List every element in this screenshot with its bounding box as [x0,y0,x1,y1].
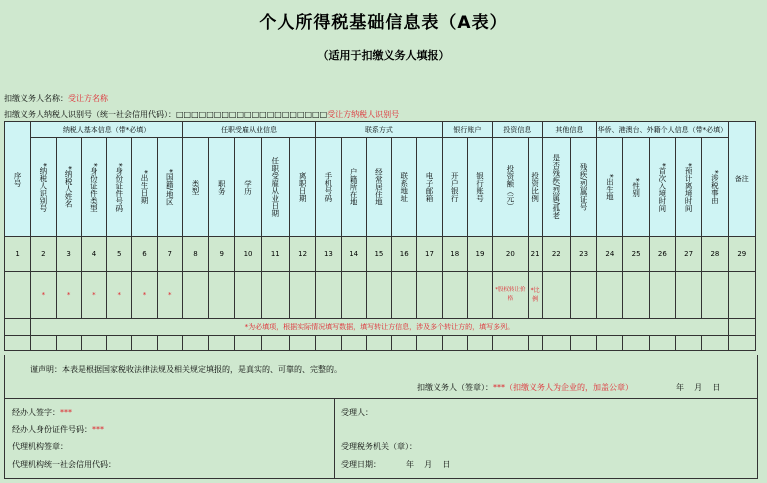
data-cell[interactable]: * [81,272,106,319]
col-header: *预计离境时间 [676,138,702,237]
col-number: 28 [702,237,728,272]
signature-divider [334,398,335,478]
acceptance-date-value[interactable]: 年 月 日 [406,460,451,469]
col-number: 15 [366,237,391,272]
data-cell[interactable]: * [132,272,157,319]
col-number: 25 [623,237,649,272]
withholder-name-value[interactable]: 受让方名称 [68,94,108,103]
col-header: *性别 [623,138,649,237]
withholder-seal-line [417,382,633,393]
data-cell[interactable] [493,336,528,351]
col-header: 开户银行 [442,138,467,237]
data-cell[interactable]: * [31,272,56,319]
info-table [4,121,756,351]
col-header: 投资比例 [528,138,542,237]
agent-id-label: 经办人身份证件号码： [12,425,92,434]
data-cell[interactable] [649,272,675,319]
group-other: 其他信息 [542,122,597,138]
col-header: 离职日期 [289,138,315,237]
investment-amount-cell[interactable]: *股权转让价格 [493,272,528,319]
data-cell[interactable] [392,272,417,319]
page-title: 个人所得税基础信息表（A表） [259,13,508,33]
acceptance-date-label: 受理日期： [341,460,381,469]
col-header: *身份证件号码 [107,138,132,237]
withholder-id-label: 扣缴义务人纳税人识别号（统一社会信用代码）： [4,110,176,119]
agency-code-label: 代理机构统一社会信用代码： [12,460,116,469]
col-number: 2 [31,237,56,272]
fill-note: *为必填项，根据实际情况填写数据，填写转让方信息，涉及多个转让方的，填写多列。 [31,319,728,336]
col-number: 17 [417,237,442,272]
col-number: 20 [493,237,528,272]
data-cell[interactable] [528,336,542,351]
data-cell[interactable] [623,336,649,351]
col-number: 14 [341,237,366,272]
col-header: 联系地址 [392,138,417,237]
agent-id-line [12,424,104,435]
col-number: 1 [5,237,31,272]
group-taxpayer-info: 纳税人基本信息（带*必填） [31,122,183,138]
col-remarks: 备注 [728,122,755,237]
data-cell[interactable] [157,336,182,351]
col-number: 8 [182,237,208,272]
receiver-label: 受理人： [341,408,373,417]
data-cell[interactable] [570,272,596,319]
withholder-id-boxes[interactable]: □□□□□□□□□□□□□□□□□□□□ [176,110,328,119]
group-bank: 银行账户 [442,122,493,138]
data-cell[interactable] [442,336,467,351]
data-cell[interactable] [209,336,235,351]
data-cell[interactable] [31,336,56,351]
data-cell[interactable] [417,336,442,351]
col-header: 学历 [235,138,261,237]
col-header: 残疾/烈属证号 [570,138,596,237]
data-cell[interactable] [81,336,106,351]
col-number: 23 [570,237,596,272]
data-cell[interactable] [542,336,570,351]
col-header: 经常居住地 [366,138,391,237]
data-cell[interactable]: * [107,272,132,319]
note-seq-cell [5,319,31,336]
col-header: *身份证件类型 [81,138,106,237]
group-employment: 任职受雇从业信息 [182,122,315,138]
withholder-seal-label: 扣缴义务人（签章）： [417,383,493,392]
declaration-box [4,355,758,399]
col-header: *出生日期 [132,138,157,237]
col-header: 投资额（元） [493,138,528,237]
data-cell[interactable] [467,272,492,319]
data-cell[interactable] [341,272,366,319]
col-number: 7 [157,237,182,272]
info-table-wrapper [4,121,756,351]
agency-seal-label: 代理机构签章： [12,442,68,451]
agent-signer-line [12,407,72,418]
col-number: 11 [261,237,289,272]
col-seq: 序号 [5,122,31,237]
col-number: 29 [728,237,755,272]
data-cell[interactable] [702,336,728,351]
data-cell[interactable] [316,336,341,351]
data-cell[interactable] [261,272,289,319]
col-number: 18 [442,237,467,272]
col-header: 户籍所在地 [341,138,366,237]
declaration-text: 谨声明：本表是根据国家税收法律法规及相关规定填报的，是真实的、可靠的、完整的。 [30,365,342,374]
data-cell[interactable] [132,336,157,351]
data-cell[interactable]: * [157,272,182,319]
col-number: 12 [289,237,315,272]
col-header: 银行账号 [467,138,492,237]
signature-box [4,398,758,479]
data-cell[interactable] [235,272,261,319]
col-number: 5 [107,237,132,272]
data-cell[interactable] [570,336,596,351]
withholder-seal-note[interactable]: ***（扣缴义务人为企业的，加盖公章） [493,383,633,392]
group-overseas: 华侨、港澳台、外籍个人信息（带*必填） [597,122,728,138]
col-number: 26 [649,237,675,272]
col-number: 9 [209,237,235,272]
col-number: 6 [132,237,157,272]
data-cell[interactable]: * [56,272,81,319]
data-cell[interactable] [702,272,728,319]
data-cell[interactable] [392,336,417,351]
data-cell[interactable] [5,272,31,319]
col-number: 3 [56,237,81,272]
note-end-cell [728,319,755,336]
data-cell[interactable] [209,272,235,319]
withholder-name-line [4,93,108,104]
col-number: 4 [81,237,106,272]
data-cell[interactable] [316,272,341,319]
data-cell[interactable] [728,336,755,351]
data-cell[interactable] [366,272,391,319]
col-number: 27 [676,237,702,272]
data-cell[interactable] [182,336,208,351]
col-header: 职务 [209,138,235,237]
declaration-date[interactable]: 年 月 日 [676,383,721,392]
data-cell[interactable] [56,336,81,351]
col-number: 13 [316,237,341,272]
data-cell[interactable] [417,272,442,319]
data-cell[interactable] [235,336,261,351]
agent-signer-value[interactable]: *** [60,408,72,417]
col-header: 电子邮箱 [417,138,442,237]
data-cell[interactable] [107,336,132,351]
data-cell[interactable] [289,336,315,351]
data-cell[interactable] [467,336,492,351]
data-cell[interactable] [289,272,315,319]
data-cell[interactable] [182,272,208,319]
col-number: 16 [392,237,417,272]
data-cell[interactable] [676,272,702,319]
col-header: 任职受雇从业日期 [261,138,289,237]
data-cell[interactable] [649,336,675,351]
col-header: *涉税事由 [702,138,728,237]
data-cell[interactable] [366,336,391,351]
withholder-id-line [4,109,399,120]
data-cell[interactable] [261,336,289,351]
data-cell[interactable] [728,272,755,319]
withholder-id-value[interactable]: 受让方纳税人识别号 [327,110,400,119]
data-cell[interactable] [542,272,570,319]
col-header: *首次入境时间 [649,138,675,237]
data-cell[interactable] [676,336,702,351]
col-number: 21 [528,237,542,272]
data-cell[interactable] [623,272,649,319]
data-cell[interactable] [5,336,31,351]
withholder-name-label: 扣缴义务人名称： [4,94,68,103]
col-header: 手机号码 [316,138,341,237]
agent-id-value[interactable]: *** [92,425,104,434]
col-header: 类型 [182,138,208,237]
col-header: 是否残疾/烈属/孤老 [542,138,570,237]
col-number: 22 [542,237,570,272]
data-cell[interactable] [341,336,366,351]
authority-label: 受理税务机关（章）： [341,442,417,451]
agent-signer-label: 经办人签字： [12,408,60,417]
col-number: 24 [597,237,623,272]
col-number: 19 [467,237,492,272]
group-contact: 联系方式 [316,122,442,138]
col-number: 10 [235,237,261,272]
page-subtitle: （适用于扣缴义务人填报） [317,49,450,62]
col-header: *纳税人识别号 [31,138,56,237]
data-cell[interactable] [597,336,623,351]
group-investment: 投资信息 [493,122,543,138]
data-cell[interactable] [597,272,623,319]
col-header: *国籍/地区 [157,138,182,237]
col-header: *出生地 [597,138,623,237]
data-cell[interactable] [442,272,467,319]
investment-ratio-cell[interactable]: *比例 [528,272,542,319]
col-header: *纳税人姓名 [56,138,81,237]
